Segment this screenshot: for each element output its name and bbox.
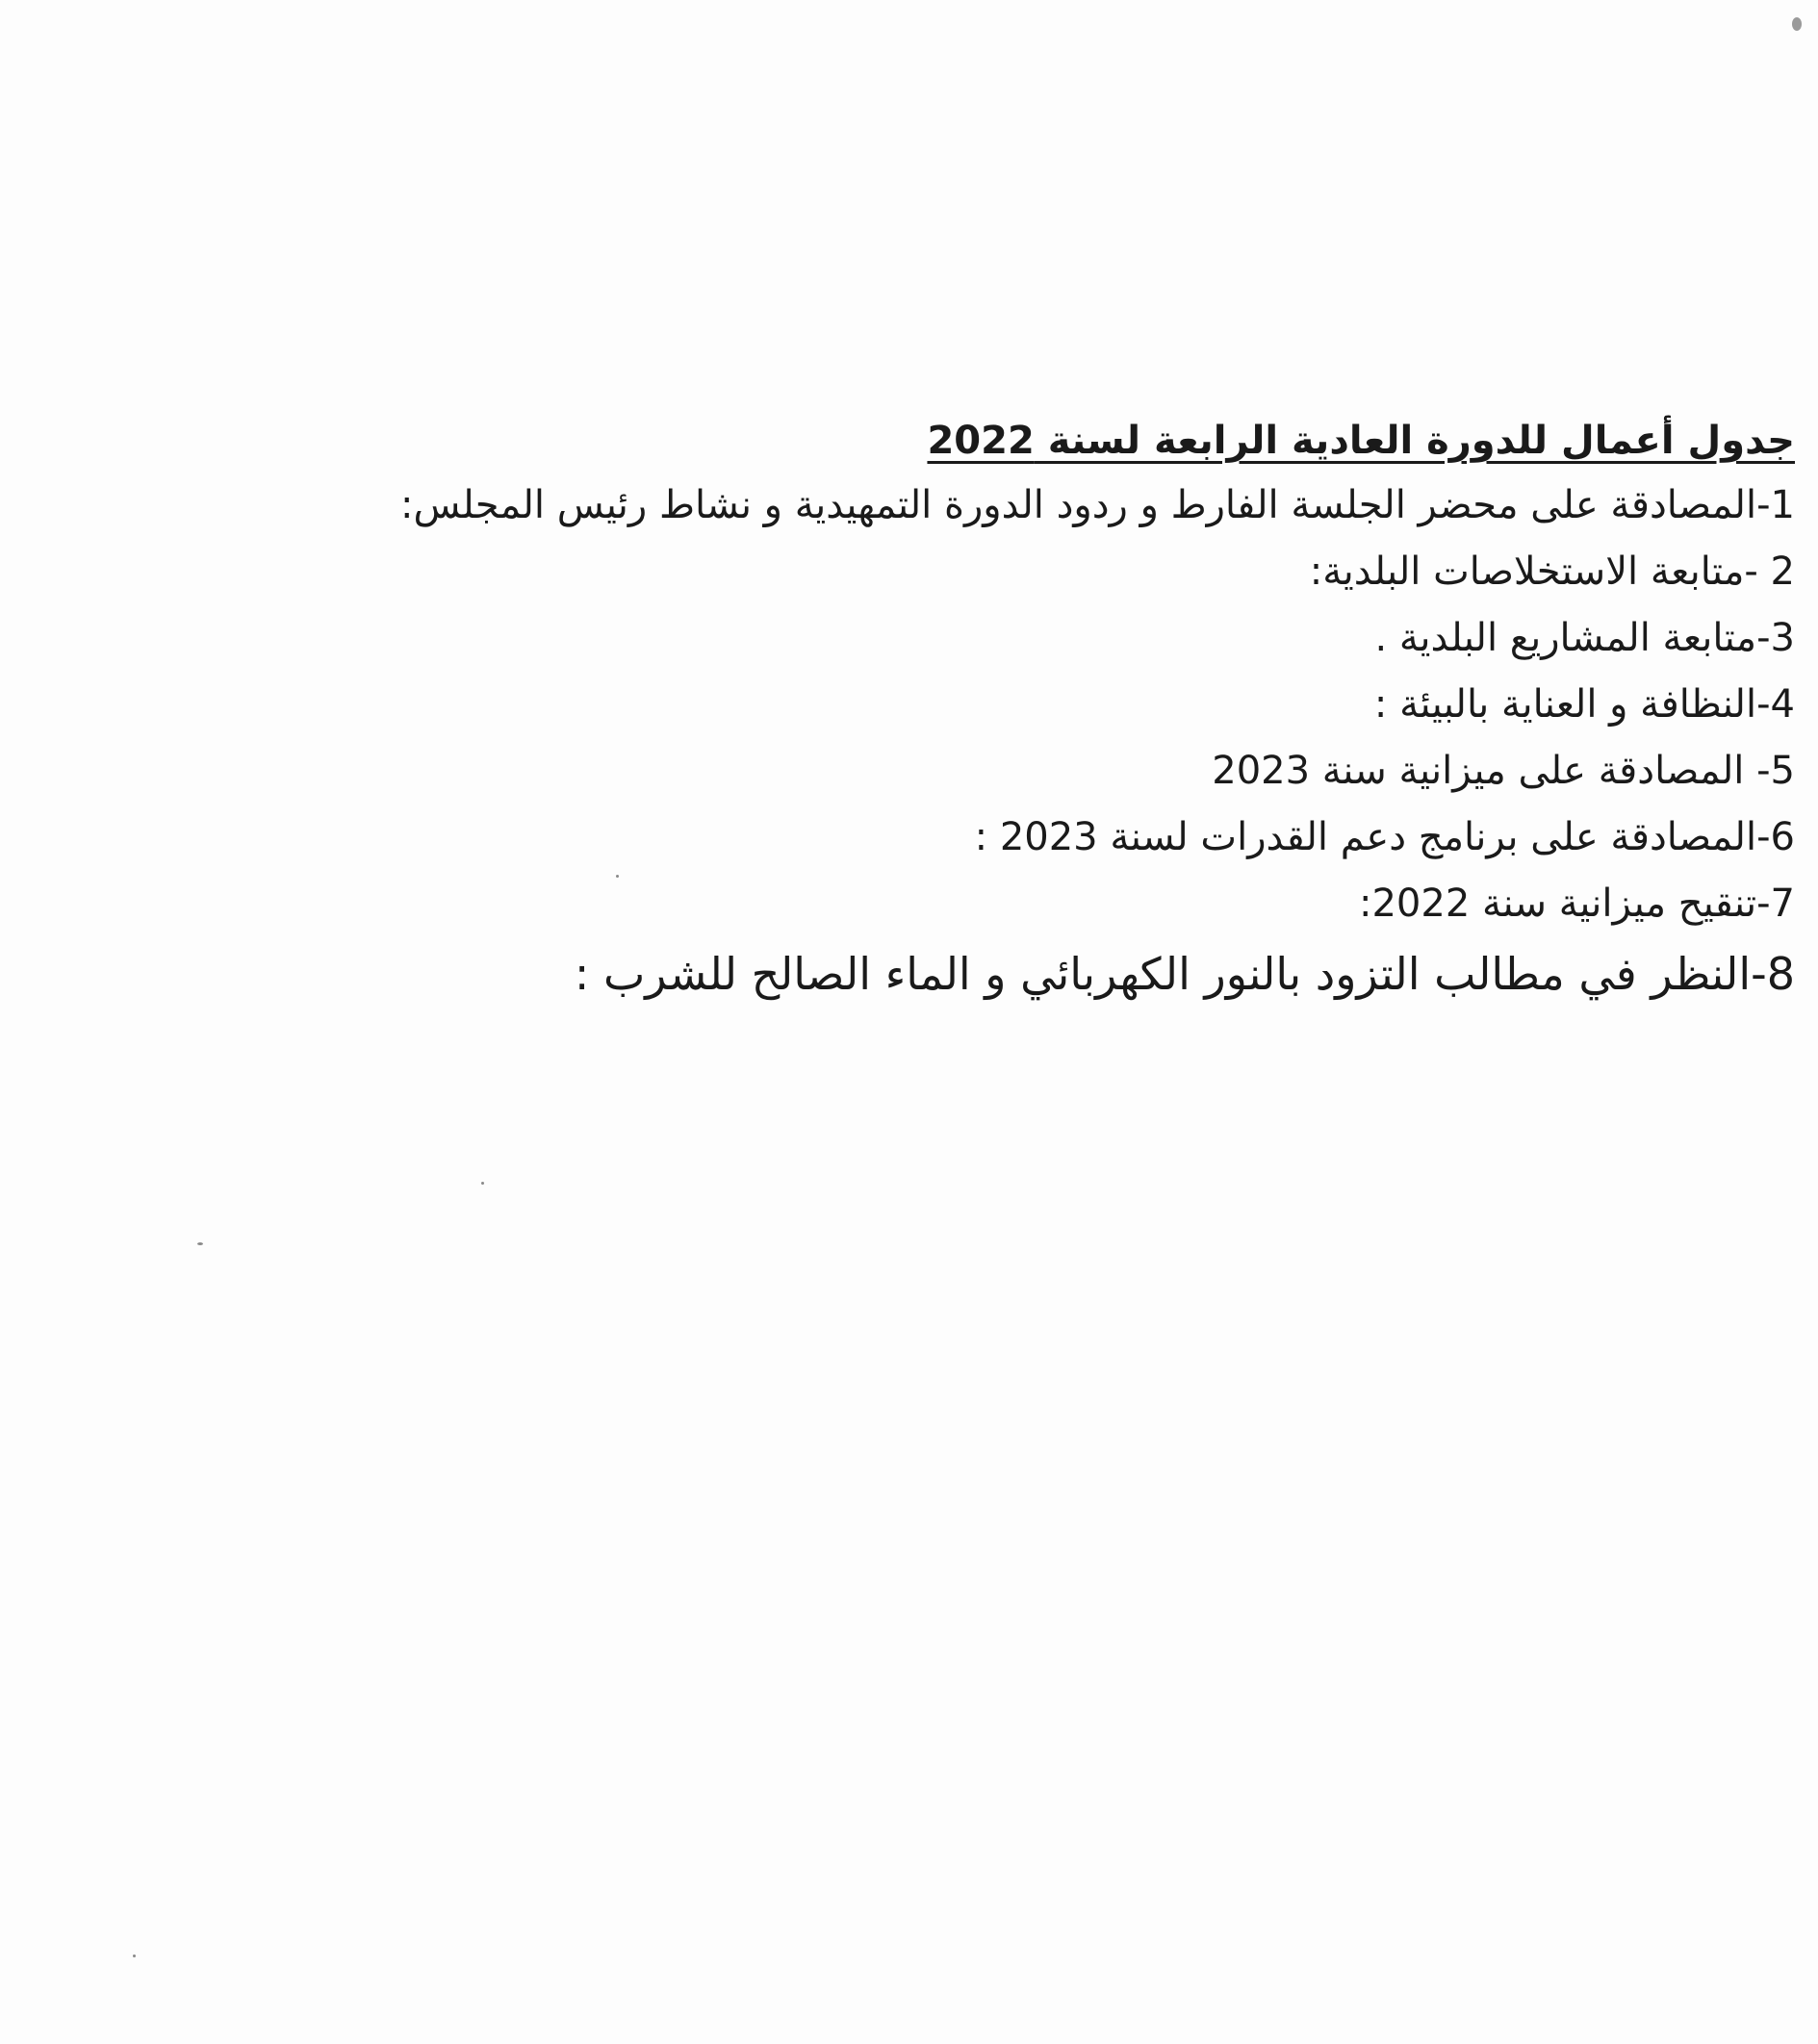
agenda-item: 5- المصادقة على ميزانية سنة 2023 xyxy=(1212,749,1795,793)
agenda-item: 2 -متابعة الاستخلاصات البلدية: xyxy=(1309,549,1795,594)
agenda-section xyxy=(217,409,1795,1010)
agenda-item: 4-النظافة و العناية بالبيئة : xyxy=(1373,682,1795,727)
agenda-item: 3-متابعة المشاريع البلدية . xyxy=(1374,616,1795,660)
scan-speck xyxy=(481,1182,484,1185)
agenda-item: 7-تنقيح ميزانية سنة 2022: xyxy=(1359,881,1795,926)
agenda-item: 6-المصادقة على برنامج دعم القدرات لسنة 2023 : xyxy=(974,815,1795,859)
scan-speck xyxy=(197,1242,203,1245)
agenda-title: جدول أعمال للدورة العادية الرابعة لسنة 2022 xyxy=(927,419,1795,463)
agenda-item: 1-المصادقة على محضر الجلسة الفارط و ردود الدورة التمهيدية و نشاط رئيس المجلس: xyxy=(400,483,1795,527)
scan-speck xyxy=(1792,17,1802,31)
scan-speck xyxy=(133,1955,136,1957)
agenda-item: 8-النظر في مطالب التزود بالنور الكهربائي و الماء الصالح للشرب : xyxy=(574,948,1795,1000)
agenda-list xyxy=(217,473,1795,1010)
